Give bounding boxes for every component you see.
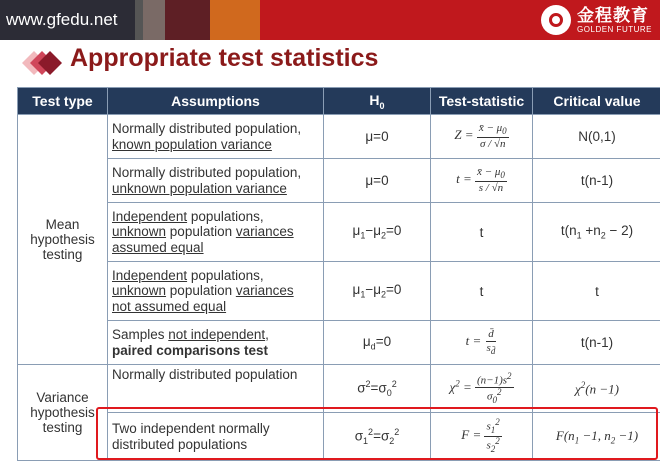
critical-value-cell: $\chi^2(n -1)$ xyxy=(533,365,660,413)
table-row xyxy=(18,159,660,203)
critical-value-cell: t(n-1) xyxy=(533,159,660,203)
table-row xyxy=(18,365,660,413)
header-decor-block xyxy=(210,0,260,40)
logo-emblem-icon xyxy=(541,5,571,35)
table-header-row xyxy=(18,88,660,115)
critical-value-cell: $F(n_1 -1$, $n_2 -1$) xyxy=(533,413,660,461)
header-test-statistic: Test-statistic xyxy=(431,88,533,115)
test-statistic-cell: t = $\frac{x̄ - \mu_0}{s / √n}$ xyxy=(431,159,533,203)
logo-chinese-name: 金程教育 xyxy=(577,5,650,25)
table-row xyxy=(18,321,660,365)
assumptions-cell: Normally distributed population, unknown population variance xyxy=(108,159,324,203)
assumptions-cell: Independent populations, unknown population variances assumed equal xyxy=(108,203,324,262)
assumptions-cell: Independent populations, unknown population variances not assumed equal xyxy=(108,262,324,321)
h0-cell: $\mu_d=0$ xyxy=(324,321,431,365)
logo-english-name: GOLDEN FUTURE xyxy=(577,24,652,34)
title-diamond-icon xyxy=(20,48,66,78)
h0-cell: $\sigma^2=\sigma_0^2$ xyxy=(324,365,431,413)
test-statistic-cell: t xyxy=(431,203,533,262)
group-label-variance: Variance hypothesis testing xyxy=(18,365,108,461)
test-statistic-cell: t xyxy=(431,262,533,321)
header-assumptions: Assumptions xyxy=(108,88,324,115)
assumptions-cell: Normally distributed population, known population variance xyxy=(108,115,324,159)
test-statistic-cell: F = $\frac{s_1^2}{s_2^2}$ xyxy=(431,413,533,461)
site-url: www.gfedu.net xyxy=(0,0,135,40)
table-row xyxy=(18,115,660,159)
header-decor-block xyxy=(165,0,210,40)
header-h0: $H_0$ xyxy=(324,88,431,115)
critical-value-cell: t(n-1) xyxy=(533,321,660,365)
table-row xyxy=(18,203,660,262)
header-critical-value: Critical value xyxy=(533,88,660,115)
header-decor-block xyxy=(135,0,143,40)
critical-value-cell: $t(n_1 +n_2 - 2)$ xyxy=(533,203,660,262)
test-statistic-cell: t = $\frac{d̄}{s_{d̄}}$ xyxy=(431,321,533,365)
header-test-type: Test type xyxy=(18,88,108,115)
assumptions-cell: Normally distributed population xyxy=(108,365,324,413)
critical-value-cell: t xyxy=(533,262,660,321)
h0-cell: $\mu_1-\mu_2=0$ xyxy=(324,262,431,321)
h0-cell: μ=0 xyxy=(324,115,431,159)
h0-cell: $\sigma_1^2=\sigma_2^2$ xyxy=(324,413,431,461)
header-decor-block xyxy=(143,0,165,40)
h0-cell: μ=0 xyxy=(324,159,431,203)
table-row xyxy=(18,262,660,321)
test-statistic-cell: Z = $\frac{x̄ - \mu_0}{\sigma / √n}$ xyxy=(431,115,533,159)
page-title: Appropriate test statistics xyxy=(70,44,379,72)
test-statistic-cell: $\chi^2$ = $\frac{(n-1)s^2}{\sigma_0^2}$ xyxy=(431,365,533,413)
group-label-mean: Mean hypothesis testing xyxy=(18,115,108,365)
assumptions-cell: Two independent normally distributed populations xyxy=(108,413,324,461)
company-logo xyxy=(541,4,652,36)
table-row xyxy=(18,413,660,461)
critical-value-cell: N(0,1) xyxy=(533,115,660,159)
test-statistics-table xyxy=(17,87,660,461)
h0-cell: $\mu_1-\mu_2=0$ xyxy=(324,203,431,262)
assumptions-cell: Samples not independent, paired comparisons test xyxy=(108,321,324,365)
